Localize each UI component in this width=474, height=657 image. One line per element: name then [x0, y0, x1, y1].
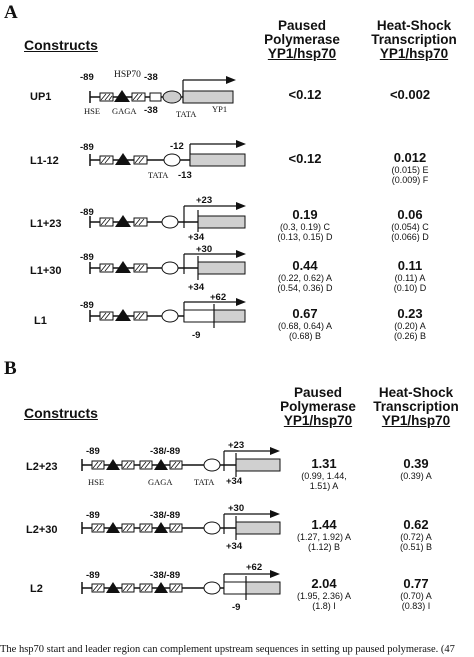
- position-label: -89: [86, 510, 100, 521]
- position-label: +34: [226, 476, 243, 487]
- position-label: -38/-89: [150, 510, 181, 521]
- hse-label: HSE: [88, 477, 105, 487]
- header-line: Heat-Shock: [378, 385, 454, 400]
- position-label: +30: [228, 503, 245, 514]
- heatshock-detail: (0.015) E: [391, 165, 429, 175]
- paused-mean: 0.19: [292, 207, 318, 222]
- heatshock-detail: (0.70) A: [400, 591, 432, 601]
- heatshock-detail: (0.26) B: [393, 331, 426, 341]
- paused-detail: (0.22, 0.62) A: [277, 273, 333, 283]
- paused-detail: (1.8) I: [312, 601, 336, 611]
- panel-b-constructs-heading: Constructs: [24, 405, 98, 421]
- position-label: +62: [210, 292, 227, 303]
- position-label: -38: [144, 72, 158, 83]
- paused-detail: (1.27, 1.92) A: [296, 532, 352, 542]
- heatshock-detail: (0.009) F: [391, 175, 429, 185]
- heatshock-detail: (0.83) I: [401, 601, 431, 611]
- row-label: UP1: [30, 91, 52, 103]
- position-label: -38/-89: [150, 446, 181, 457]
- position-label: +23: [196, 195, 213, 206]
- gaga-label: GAGA: [148, 477, 173, 487]
- row-label: L2: [30, 583, 43, 595]
- header-line: YP1/hsp70: [381, 413, 451, 428]
- paused-detail: (1.12) B: [307, 542, 340, 552]
- position-label: -89: [80, 252, 94, 263]
- position-label: -9: [232, 602, 241, 613]
- paused-detail: (0.68, 0.64) A: [277, 321, 333, 331]
- row-label: L2+30: [26, 524, 58, 536]
- paused-mean: 0.67: [292, 306, 318, 321]
- header-line: Paused: [293, 385, 343, 400]
- position-label: -89: [80, 142, 94, 153]
- paused-detail: (1.95, 2.36) A: [296, 591, 352, 601]
- row-label: L2+23: [26, 461, 58, 473]
- gene-label: HSP70: [114, 70, 141, 80]
- tata-label: TATA: [176, 109, 197, 119]
- paused-detail: 1.51) A: [309, 481, 339, 491]
- heatshock-detail: (0.054) C: [391, 222, 429, 232]
- heatshock-detail: (0.066) D: [391, 232, 429, 242]
- header-line: YP1/hsp70: [283, 413, 353, 428]
- heatshock-mean: 0.62: [403, 517, 429, 532]
- header-line: Polymerase: [264, 32, 340, 47]
- row-label: L1: [34, 315, 47, 327]
- panel-a-letter: A: [4, 2, 18, 23]
- heatshock-mean: 0.012: [393, 150, 427, 165]
- position-label: -89: [86, 446, 100, 457]
- row-label: L1-12: [30, 155, 59, 167]
- heatshock-mean: 0.11: [397, 258, 423, 273]
- header-line: Transcription: [371, 32, 457, 47]
- paused-detail: (0.99, 1.44,: [301, 471, 347, 481]
- heatshock-detail: (0.72) A: [400, 532, 432, 542]
- paused-mean: 1.31: [311, 456, 337, 471]
- position-label: +23: [228, 440, 245, 451]
- row-label: L1+30: [30, 265, 62, 277]
- paused-detail: (0.13, 0.15) D: [277, 232, 333, 242]
- heatshock-detail: (0.10) D: [393, 283, 427, 293]
- paused-value: <0.12: [288, 151, 322, 166]
- paused-detail: (0.3, 0.19) C: [279, 222, 331, 232]
- heatshock-mean: 0.77: [403, 576, 429, 591]
- position-label: -89: [86, 570, 100, 581]
- position-label: -38/-89: [150, 570, 181, 581]
- position-label: -9: [192, 330, 201, 341]
- tata-label: TATA: [148, 170, 169, 180]
- position-label: -89: [80, 300, 94, 311]
- paused-mean: 2.04: [311, 576, 337, 591]
- heatshock-mean: 0.23: [397, 306, 423, 321]
- heatshock-value: [376, 577, 456, 611]
- position-label: +30: [196, 244, 213, 255]
- heatshock-detail: (0.11) A: [394, 273, 426, 283]
- heatshock-detail: (0.51) B: [399, 542, 432, 552]
- position-label: +34: [226, 541, 243, 552]
- figure-caption: The hsp70 start and leader region can complement upstream sequences in setting up paused polymerase. (47: [0, 644, 455, 655]
- paused-mean: 0.44: [292, 258, 318, 273]
- paused-mean: 1.44: [311, 517, 337, 532]
- position-label: +34: [188, 282, 205, 293]
- paused-detail: (0.68) B: [288, 331, 321, 341]
- heatshock-mean: 0.06: [397, 207, 423, 222]
- header-line: YP1/hsp70: [267, 46, 337, 61]
- heatshock-value: <0.002: [389, 87, 431, 102]
- header-line: Heat-Shock: [376, 18, 452, 33]
- row-label: L1+23: [30, 218, 62, 230]
- panel-b-letter: B: [4, 358, 17, 379]
- position-label: +34: [188, 232, 205, 243]
- position-label: -89: [80, 72, 94, 83]
- header-line: Paused: [277, 18, 327, 33]
- header-line: Polymerase: [280, 399, 356, 414]
- header-line: Transcription: [373, 399, 459, 414]
- position-label: -89: [80, 207, 94, 218]
- paused-value: [282, 577, 366, 611]
- heatshock-detail: (0.20) A: [394, 321, 426, 331]
- heatshock-detail: (0.39) A: [400, 471, 432, 481]
- gaga-label: GAGA: [112, 106, 137, 116]
- header-line: YP1/hsp70: [379, 46, 449, 61]
- tata-label: TATA: [194, 477, 215, 487]
- heatshock-mean: 0.39: [403, 456, 429, 471]
- position-label: +62: [246, 562, 263, 573]
- paused-value: <0.12: [288, 87, 322, 102]
- position-label: -13: [178, 170, 192, 181]
- hse-label: HSE: [84, 106, 101, 116]
- yp1-label: YP1: [212, 104, 228, 114]
- position-label: -38: [144, 105, 158, 116]
- paused-detail: (0.54, 0.36) D: [277, 283, 333, 293]
- panel-a-constructs-heading: Constructs: [24, 37, 98, 53]
- position-label: -12: [170, 141, 184, 152]
